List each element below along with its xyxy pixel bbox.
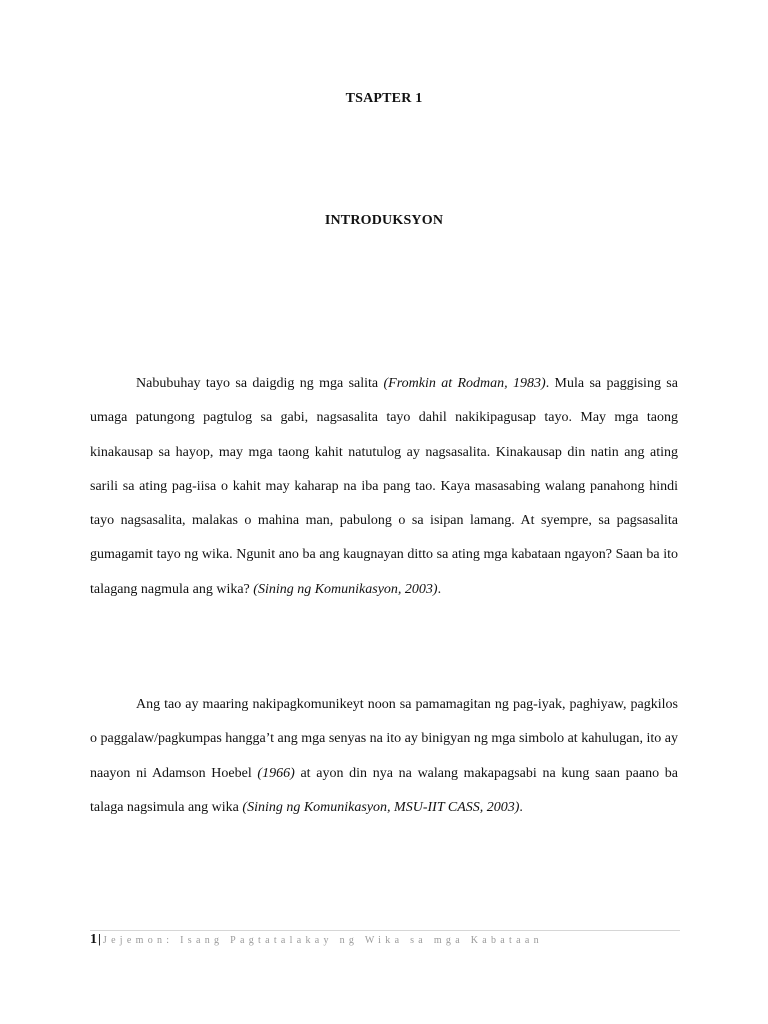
paragraph-text: at ayon din nya na walang makapagsabi na kung saan paano ba talaga nagsimula ang wika [90, 765, 678, 815]
citation: (Sining ng Komunikasyon, 2003) [253, 581, 438, 597]
paragraph-text: Ang tao ay maaring nakipagkomunikeyt noon sa pamamagitan ng pag-iyak, paghiyaw, pagkilos o paggalaw/pagkumpas hangga’t ang mga senyas na ito ay binigyan ng mga simbolo at kahulugan, ito ay naayon ni Adamson Hoebel [90, 697, 678, 781]
page-number: 1 [90, 932, 97, 947]
paragraph-text: . Mula sa paggising sa umaga patungong pagtulog sa gabi, nagsasalita tayo dahil nakikipagusap tayo. May mga taong kinakausap sa hayop, may mga taong kahit natutulog ay nagsasalita. Kinakausap din natin ang ating sarili sa ating pag-iisa o kahit may kaharap na iba pang tao. Kaya masasabing walang panahong hindi tayo nagsasalita, malakas o mahina man, pabulong o sa isipan lamang. At syempre, sa pagsasalita gumagamit tayo ng wika. Ngunit ano ba ang kaugnayan ditto sa ating mga kabataan ngayon? Saan ba ito talagang nagmula ang wika? [90, 376, 678, 597]
paragraph-text: Nabubuhay tayo sa daigdig ng mga salita [136, 376, 384, 391]
chapter-heading: TSAPTER 1 [345, 91, 423, 106]
running-title: Jejemon: Isang Pagtatalakay ng Wika sa mga Kabataan [102, 935, 543, 946]
paragraph-text: . [519, 799, 523, 815]
footer-separator: | [98, 931, 101, 946]
section-heading: INTRODUKSYON [324, 213, 444, 228]
paragraph-1 [90, 367, 678, 607]
paragraph-text: . [437, 581, 442, 597]
citation: (Fromkin at Rodman, 1983) [383, 376, 546, 391]
paragraph-2 [90, 688, 678, 825]
page-footer [90, 931, 543, 948]
citation: (Sining ng Komunikasyon, MSU-IIT CASS, 2003) [242, 799, 520, 815]
citation: (1966) [257, 765, 295, 781]
